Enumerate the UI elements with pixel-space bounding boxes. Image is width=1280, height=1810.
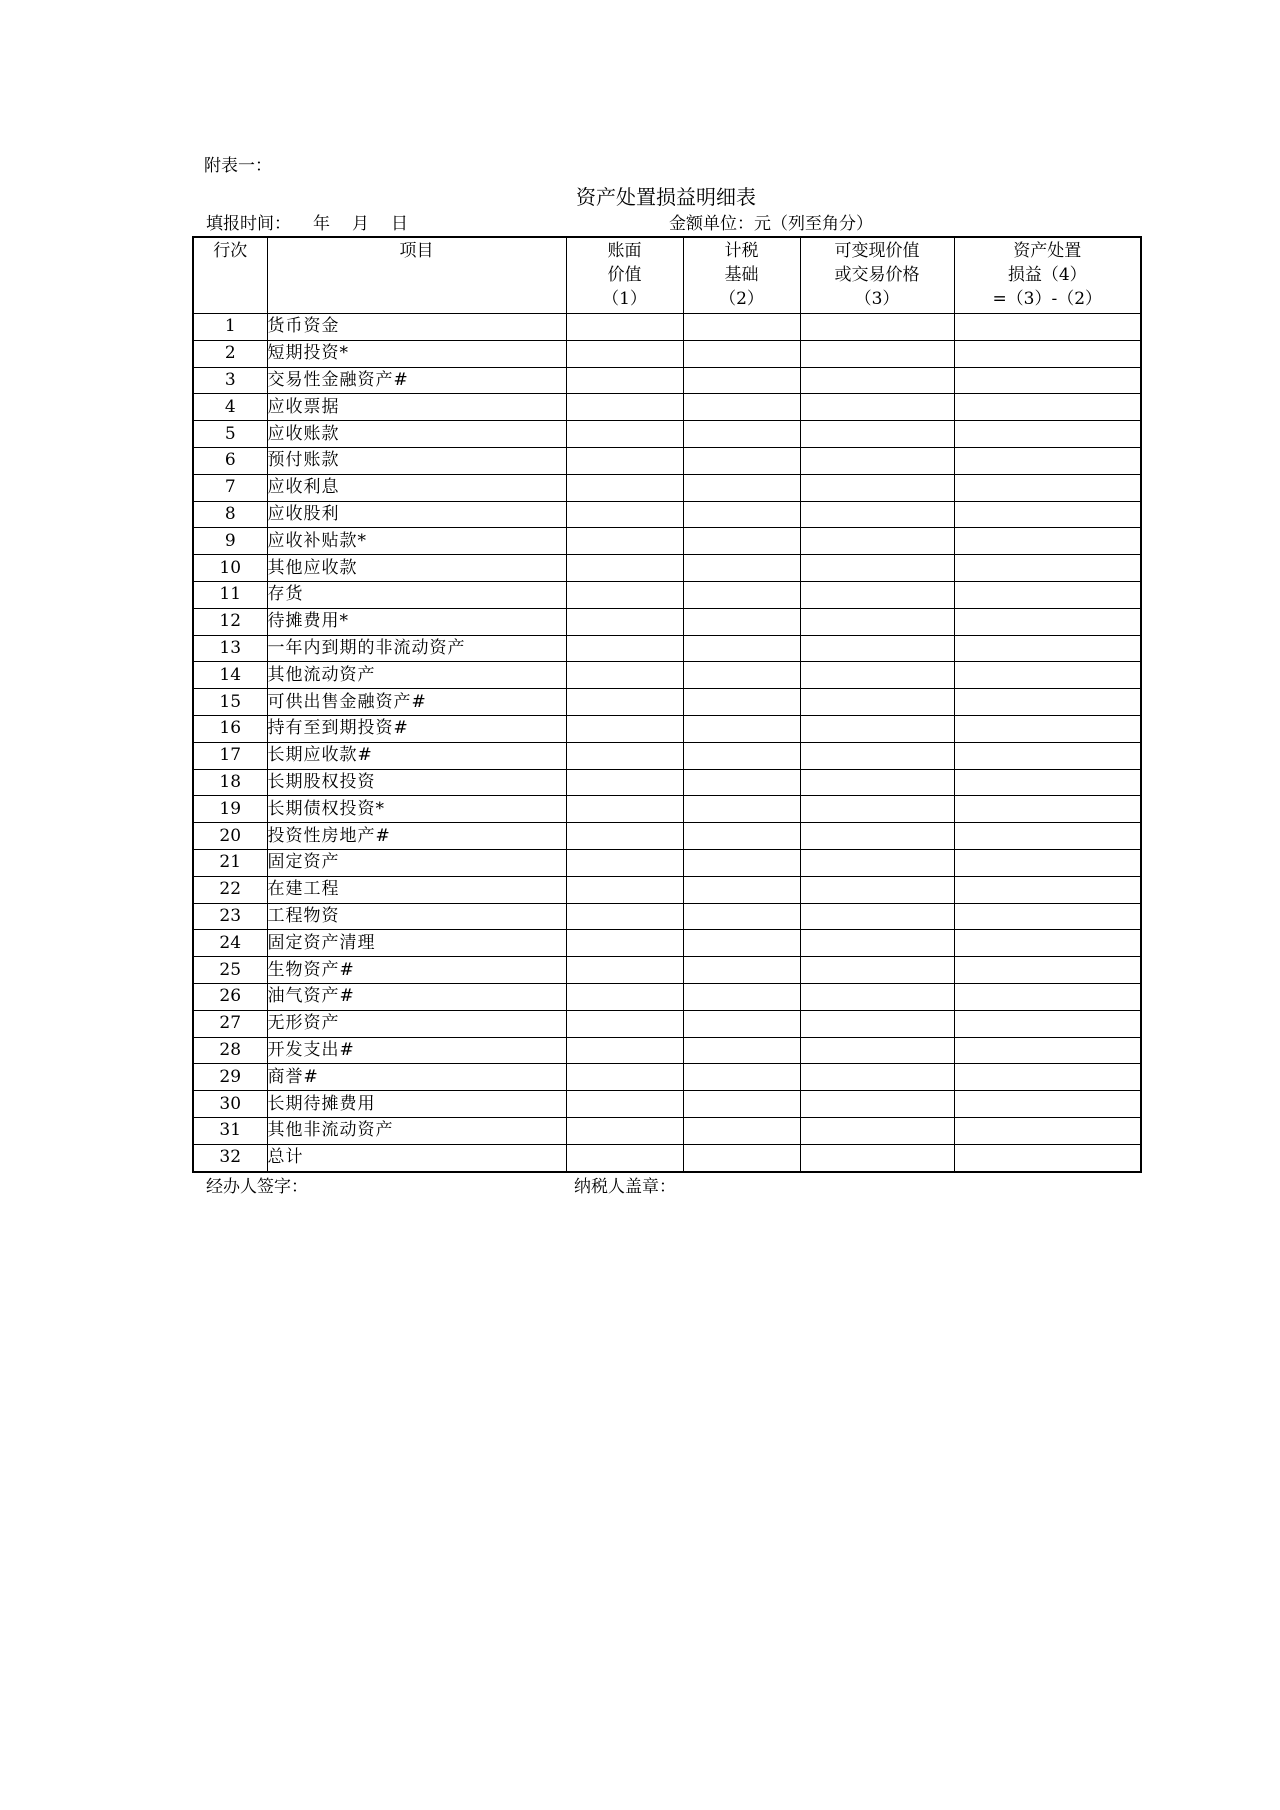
disposal-gain-loss-cell[interactable] xyxy=(954,957,1141,984)
realizable-value-cell[interactable] xyxy=(800,769,954,796)
disposal-gain-loss-cell[interactable] xyxy=(954,528,1141,555)
realizable-value-cell[interactable] xyxy=(800,314,954,341)
row-number: 8 xyxy=(193,501,267,528)
row-number: 25 xyxy=(193,957,267,984)
row-number: 26 xyxy=(193,983,267,1010)
tax-basis-cell[interactable] xyxy=(683,555,800,582)
book-value-cell[interactable] xyxy=(566,340,683,367)
tax-basis-cell[interactable] xyxy=(683,447,800,474)
row-item: 总计 xyxy=(267,1144,566,1171)
tax-basis-cell[interactable] xyxy=(683,394,800,421)
row-item: 应收票据 xyxy=(267,394,566,421)
tax-basis-cell[interactable] xyxy=(683,983,800,1010)
disposal-gain-loss-cell[interactable] xyxy=(954,1064,1141,1091)
tax-basis-cell[interactable] xyxy=(683,1064,800,1091)
appendix-label: 附表一： xyxy=(204,156,272,176)
table-row xyxy=(193,823,1141,850)
realizable-value-cell[interactable] xyxy=(800,501,954,528)
book-value-cell[interactable] xyxy=(566,769,683,796)
row-number: 18 xyxy=(193,769,267,796)
row-number: 3 xyxy=(193,367,267,394)
realizable-value-cell[interactable] xyxy=(800,903,954,930)
row-item: 应收补贴款* xyxy=(267,528,566,555)
header-line: 可变现价值 xyxy=(834,241,920,261)
disposal-gain-loss-cell[interactable] xyxy=(954,474,1141,501)
realizable-value-cell[interactable] xyxy=(800,662,954,689)
row-item: 待摊费用* xyxy=(267,608,566,635)
disposal-gain-loss-cell[interactable] xyxy=(954,340,1141,367)
row-number: 10 xyxy=(193,555,267,582)
realizable-value-cell[interactable] xyxy=(800,581,954,608)
row-number: 29 xyxy=(193,1064,267,1091)
table-row xyxy=(193,528,1141,555)
realizable-value-cell[interactable] xyxy=(800,474,954,501)
fill-time xyxy=(206,212,408,236)
disposal-gain-loss-cell[interactable] xyxy=(954,769,1141,796)
book-value-cell[interactable] xyxy=(566,447,683,474)
table-row xyxy=(193,957,1141,984)
row-item: 固定资产清理 xyxy=(267,930,566,957)
disposal-gain-loss-cell[interactable] xyxy=(954,394,1141,421)
table-row xyxy=(193,742,1141,769)
tax-basis-cell[interactable] xyxy=(683,501,800,528)
row-number: 2 xyxy=(193,340,267,367)
realizable-value-cell[interactable] xyxy=(800,715,954,742)
tax-basis-cell[interactable] xyxy=(683,662,800,689)
disposal-gain-loss-cell[interactable] xyxy=(954,1144,1141,1171)
table-header-row xyxy=(193,237,1141,314)
row-item: 在建工程 xyxy=(267,876,566,903)
book-value-cell[interactable] xyxy=(566,581,683,608)
row-item: 存货 xyxy=(267,581,566,608)
book-value-cell[interactable] xyxy=(566,367,683,394)
book-value-cell[interactable] xyxy=(566,957,683,984)
tax-basis-cell[interactable] xyxy=(683,340,800,367)
row-item: 持有至到期投资# xyxy=(267,715,566,742)
fill-time-day: 日 xyxy=(391,214,408,234)
book-value-cell[interactable] xyxy=(566,635,683,662)
row-item: 一年内到期的非流动资产 xyxy=(267,635,566,662)
book-value-cell[interactable] xyxy=(566,796,683,823)
table-row xyxy=(193,1091,1141,1118)
table-row xyxy=(193,769,1141,796)
realizable-value-cell[interactable] xyxy=(800,340,954,367)
tax-basis-cell[interactable] xyxy=(683,608,800,635)
row-number: 21 xyxy=(193,849,267,876)
table-row xyxy=(193,1144,1141,1171)
tax-basis-cell[interactable] xyxy=(683,930,800,957)
realizable-value-cell[interactable] xyxy=(800,689,954,716)
row-item: 固定资产 xyxy=(267,849,566,876)
book-value-cell[interactable] xyxy=(566,903,683,930)
row-item: 长期应收款# xyxy=(267,742,566,769)
realizable-value-cell[interactable] xyxy=(800,876,954,903)
header-row-no xyxy=(193,237,267,314)
row-number: 4 xyxy=(193,394,267,421)
row-item: 交易性金融资产# xyxy=(267,367,566,394)
realizable-value-cell[interactable] xyxy=(800,1091,954,1118)
row-number: 5 xyxy=(193,421,267,448)
row-number: 19 xyxy=(193,796,267,823)
fill-time-year: 年 xyxy=(313,214,330,234)
disposal-gain-loss-cell[interactable] xyxy=(954,662,1141,689)
table-row xyxy=(193,662,1141,689)
realizable-value-cell[interactable] xyxy=(800,528,954,555)
row-number: 12 xyxy=(193,608,267,635)
header-line: 损益（4） xyxy=(1007,265,1087,285)
row-number: 27 xyxy=(193,1010,267,1037)
row-number: 1 xyxy=(193,314,267,341)
book-value-cell[interactable] xyxy=(566,662,683,689)
fill-time-month: 月 xyxy=(352,214,369,234)
disposal-gain-loss-cell[interactable] xyxy=(954,876,1141,903)
table-row xyxy=(193,340,1141,367)
table-row xyxy=(193,421,1141,448)
tax-basis-cell[interactable] xyxy=(683,635,800,662)
realizable-value-cell[interactable] xyxy=(800,1064,954,1091)
realizable-value-cell[interactable] xyxy=(800,421,954,448)
table-body xyxy=(193,314,1141,1172)
row-item: 其他非流动资产 xyxy=(267,1117,566,1144)
tax-basis-cell[interactable] xyxy=(683,528,800,555)
row-number: 6 xyxy=(193,447,267,474)
table-row xyxy=(193,314,1141,341)
realizable-value-cell[interactable] xyxy=(800,394,954,421)
disposal-gain-loss-cell[interactable] xyxy=(954,930,1141,957)
book-value-cell[interactable] xyxy=(566,930,683,957)
tax-basis-cell[interactable] xyxy=(683,1037,800,1064)
disposal-gain-loss-cell[interactable] xyxy=(954,983,1141,1010)
book-value-cell[interactable] xyxy=(566,528,683,555)
row-item: 油气资产# xyxy=(267,983,566,1010)
header-line: （3） xyxy=(854,289,900,309)
table-row xyxy=(193,1064,1141,1091)
table-row xyxy=(193,876,1141,903)
tax-basis-cell[interactable] xyxy=(683,715,800,742)
book-value-cell[interactable] xyxy=(566,314,683,341)
table-row xyxy=(193,983,1141,1010)
header-line: （2） xyxy=(719,289,764,309)
amount-unit: 金额单位：元（列至角分） xyxy=(669,214,873,234)
header-line: 资产处置 xyxy=(1013,241,1082,261)
asset-disposal-table xyxy=(192,236,1142,1173)
book-value-cell[interactable] xyxy=(566,715,683,742)
row-item: 货币资金 xyxy=(267,314,566,341)
row-item: 应收股利 xyxy=(267,501,566,528)
taxpayer-seal-label: 纳税人盖章： xyxy=(574,1176,676,1197)
book-value-cell[interactable] xyxy=(566,1037,683,1064)
disposal-gain-loss-cell[interactable] xyxy=(954,1117,1141,1144)
row-number: 17 xyxy=(193,742,267,769)
book-value-cell[interactable] xyxy=(566,421,683,448)
row-number: 13 xyxy=(193,635,267,662)
header-line: 价值 xyxy=(607,265,642,285)
realizable-value-cell[interactable] xyxy=(800,367,954,394)
table-row xyxy=(193,903,1141,930)
disposal-gain-loss-cell[interactable] xyxy=(954,689,1141,716)
realizable-value-cell[interactable] xyxy=(800,957,954,984)
table-row xyxy=(193,608,1141,635)
row-number: 14 xyxy=(193,662,267,689)
book-value-cell[interactable] xyxy=(566,394,683,421)
header-disposal-gain-loss xyxy=(954,237,1141,314)
disposal-gain-loss-cell[interactable] xyxy=(954,823,1141,850)
realizable-value-cell[interactable] xyxy=(800,849,954,876)
table-row xyxy=(193,715,1141,742)
disposal-gain-loss-cell[interactable] xyxy=(954,903,1141,930)
row-item: 应收利息 xyxy=(267,474,566,501)
tax-basis-cell[interactable] xyxy=(683,1117,800,1144)
row-item: 长期待摊费用 xyxy=(267,1091,566,1118)
row-item: 开发支出# xyxy=(267,1037,566,1064)
tax-basis-cell[interactable] xyxy=(683,742,800,769)
disposal-gain-loss-cell[interactable] xyxy=(954,447,1141,474)
table-row xyxy=(193,367,1141,394)
tax-basis-cell[interactable] xyxy=(683,903,800,930)
tax-basis-cell[interactable] xyxy=(683,367,800,394)
row-item: 短期投资* xyxy=(267,340,566,367)
tax-basis-cell[interactable] xyxy=(683,689,800,716)
row-number: 16 xyxy=(193,715,267,742)
disposal-gain-loss-cell[interactable] xyxy=(954,796,1141,823)
realizable-value-cell[interactable] xyxy=(800,1117,954,1144)
book-value-cell[interactable] xyxy=(566,608,683,635)
header-item xyxy=(267,237,566,314)
book-value-cell[interactable] xyxy=(566,501,683,528)
book-value-cell[interactable] xyxy=(566,876,683,903)
book-value-cell[interactable] xyxy=(566,555,683,582)
disposal-gain-loss-cell[interactable] xyxy=(954,715,1141,742)
disposal-gain-loss-cell[interactable] xyxy=(954,849,1141,876)
book-value-cell[interactable] xyxy=(566,823,683,850)
book-value-cell[interactable] xyxy=(566,474,683,501)
disposal-gain-loss-cell[interactable] xyxy=(954,742,1141,769)
table-row xyxy=(193,474,1141,501)
row-item: 商誉# xyxy=(267,1064,566,1091)
table-row xyxy=(193,849,1141,876)
row-number: 31 xyxy=(193,1117,267,1144)
header-line: （1） xyxy=(602,289,647,309)
row-number: 32 xyxy=(193,1144,267,1171)
disposal-gain-loss-cell[interactable] xyxy=(954,314,1141,341)
book-value-cell[interactable] xyxy=(566,849,683,876)
table-row xyxy=(193,1117,1141,1144)
realizable-value-cell[interactable] xyxy=(800,635,954,662)
fill-time-label: 填报时间： xyxy=(206,214,291,234)
row-item: 其他流动资产 xyxy=(267,662,566,689)
realizable-value-cell[interactable] xyxy=(800,1010,954,1037)
tax-basis-cell[interactable] xyxy=(683,1010,800,1037)
row-item: 预付账款 xyxy=(267,447,566,474)
table-row xyxy=(193,555,1141,582)
realizable-value-cell[interactable] xyxy=(800,608,954,635)
row-number: 9 xyxy=(193,528,267,555)
book-value-cell[interactable] xyxy=(566,1091,683,1118)
row-item: 长期股权投资 xyxy=(267,769,566,796)
table-row xyxy=(193,796,1141,823)
table-row xyxy=(193,1010,1141,1037)
row-item: 无形资产 xyxy=(267,1010,566,1037)
realizable-value-cell[interactable] xyxy=(800,1144,954,1171)
book-value-cell[interactable] xyxy=(566,1144,683,1171)
row-number: 11 xyxy=(193,581,267,608)
table-row xyxy=(193,689,1141,716)
tax-basis-cell[interactable] xyxy=(683,421,800,448)
header-line: 行次 xyxy=(213,241,248,261)
tax-basis-cell[interactable] xyxy=(683,1144,800,1171)
form-meta xyxy=(192,212,1140,236)
header-line: 账面 xyxy=(607,241,642,261)
row-item: 工程物资 xyxy=(267,903,566,930)
realizable-value-cell[interactable] xyxy=(800,983,954,1010)
document-page xyxy=(192,150,1140,1201)
row-number: 28 xyxy=(193,1037,267,1064)
book-value-cell[interactable] xyxy=(566,1064,683,1091)
row-number: 7 xyxy=(193,474,267,501)
table-row xyxy=(193,394,1141,421)
header-book-value xyxy=(566,237,683,314)
table-row xyxy=(193,635,1141,662)
tax-basis-cell[interactable] xyxy=(683,823,800,850)
row-item: 应收账款 xyxy=(267,421,566,448)
tax-basis-cell[interactable] xyxy=(683,474,800,501)
table-row xyxy=(193,581,1141,608)
tax-basis-cell[interactable] xyxy=(683,849,800,876)
row-number: 30 xyxy=(193,1091,267,1118)
book-value-cell[interactable] xyxy=(566,742,683,769)
realizable-value-cell[interactable] xyxy=(800,1037,954,1064)
header-realizable-value xyxy=(800,237,954,314)
disposal-gain-loss-cell[interactable] xyxy=(954,1091,1141,1118)
disposal-gain-loss-cell[interactable] xyxy=(954,608,1141,635)
realizable-value-cell[interactable] xyxy=(800,930,954,957)
table-row xyxy=(193,930,1141,957)
row-item: 可供出售金融资产# xyxy=(267,689,566,716)
header-line: 计税 xyxy=(724,241,759,261)
tax-basis-cell[interactable] xyxy=(683,876,800,903)
book-value-cell[interactable] xyxy=(566,1010,683,1037)
header-line: =（3）-（2） xyxy=(992,289,1103,309)
disposal-gain-loss-cell[interactable] xyxy=(954,1037,1141,1064)
disposal-gain-loss-cell[interactable] xyxy=(954,421,1141,448)
row-number: 24 xyxy=(193,930,267,957)
book-value-cell[interactable] xyxy=(566,689,683,716)
tax-basis-cell[interactable] xyxy=(683,581,800,608)
table-row xyxy=(193,1037,1141,1064)
table-row xyxy=(193,447,1141,474)
tax-basis-cell[interactable] xyxy=(683,957,800,984)
row-item: 其他应收款 xyxy=(267,555,566,582)
disposal-gain-loss-cell[interactable] xyxy=(954,635,1141,662)
row-number: 23 xyxy=(193,903,267,930)
book-value-cell[interactable] xyxy=(566,983,683,1010)
row-item: 投资性房地产# xyxy=(267,823,566,850)
header-tax-basis xyxy=(683,237,800,314)
row-number: 20 xyxy=(193,823,267,850)
disposal-gain-loss-cell[interactable] xyxy=(954,1010,1141,1037)
tax-basis-cell[interactable] xyxy=(683,769,800,796)
disposal-gain-loss-cell[interactable] xyxy=(954,501,1141,528)
disposal-gain-loss-cell[interactable] xyxy=(954,581,1141,608)
tax-basis-cell[interactable] xyxy=(683,314,800,341)
tax-basis-cell[interactable] xyxy=(683,1091,800,1118)
realizable-value-cell[interactable] xyxy=(800,823,954,850)
form-footer xyxy=(192,1173,1140,1201)
header-line: 或交易价格 xyxy=(834,265,920,285)
realizable-value-cell[interactable] xyxy=(800,796,954,823)
row-number: 22 xyxy=(193,876,267,903)
row-item: 长期债权投资* xyxy=(267,796,566,823)
book-value-cell[interactable] xyxy=(566,1117,683,1144)
header-line: 项目 xyxy=(399,241,434,261)
realizable-value-cell[interactable] xyxy=(800,742,954,769)
handler-signature-label: 经办人签字： xyxy=(206,1176,308,1197)
disposal-gain-loss-cell[interactable] xyxy=(954,555,1141,582)
header-line: 基础 xyxy=(724,265,759,285)
realizable-value-cell[interactable] xyxy=(800,447,954,474)
table-row xyxy=(193,501,1141,528)
row-item: 生物资产# xyxy=(267,957,566,984)
row-number: 15 xyxy=(193,689,267,716)
realizable-value-cell[interactable] xyxy=(800,555,954,582)
tax-basis-cell[interactable] xyxy=(683,796,800,823)
document-title: 资产处置损益明细表 xyxy=(576,185,756,209)
disposal-gain-loss-cell[interactable] xyxy=(954,367,1141,394)
